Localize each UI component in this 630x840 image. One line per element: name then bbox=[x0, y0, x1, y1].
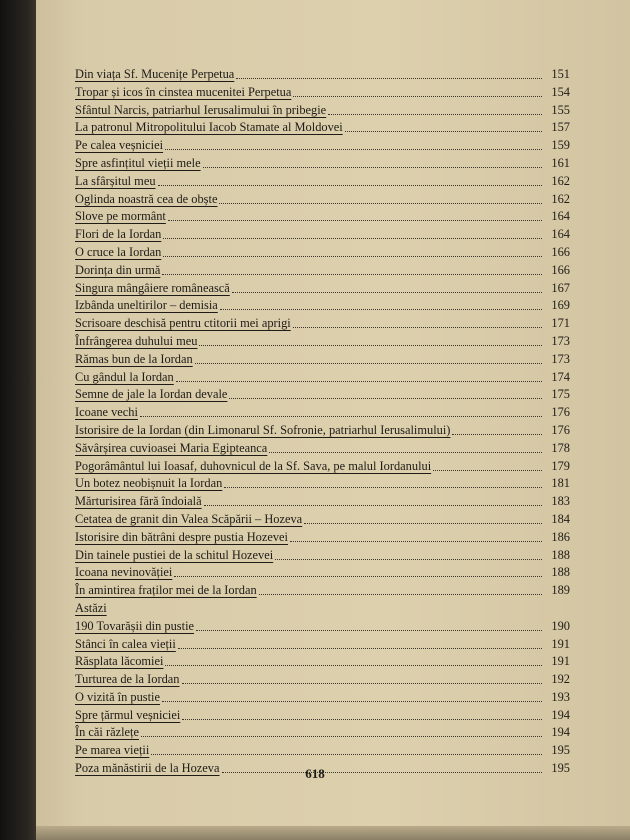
dot-leader bbox=[304, 523, 542, 524]
toc-entry bbox=[75, 208, 570, 226]
toc-entry bbox=[75, 511, 570, 529]
toc-entry bbox=[75, 582, 570, 600]
dot-leader bbox=[182, 719, 542, 720]
toc-entry bbox=[75, 529, 570, 547]
toc-entry bbox=[75, 493, 570, 511]
toc-entry-title: Din viața Sf. Mucenițe Perpetua bbox=[75, 67, 235, 81]
page-number: 618 bbox=[305, 766, 325, 781]
dot-leader bbox=[163, 256, 542, 257]
toc-entry-title: Poza mănăstirii de la Hozeva bbox=[75, 761, 220, 776]
toc-entry-page: 186 bbox=[551, 529, 570, 544]
dot-leader bbox=[140, 416, 542, 417]
table-of-contents bbox=[75, 66, 570, 778]
dot-leader bbox=[224, 487, 542, 488]
dot-leader bbox=[162, 274, 542, 275]
dot-leader bbox=[163, 238, 542, 239]
toc-entry-page: 173 bbox=[551, 333, 570, 348]
toc-entry bbox=[75, 618, 570, 636]
toc-entry-title: În căi răzlețe bbox=[75, 725, 139, 740]
dot-leader bbox=[219, 203, 542, 204]
dot-leader bbox=[452, 434, 542, 435]
toc-entry bbox=[75, 440, 570, 458]
toc-entry-page: 155 bbox=[551, 102, 570, 117]
toc-entry-page: 151 bbox=[551, 67, 570, 81]
dot-leader bbox=[196, 630, 542, 631]
toc-entry bbox=[75, 475, 570, 493]
dot-leader bbox=[236, 78, 542, 79]
dot-leader bbox=[220, 309, 542, 310]
toc-entry bbox=[75, 155, 570, 173]
toc-entry-title: Oglinda noastră cea de obște bbox=[75, 191, 218, 206]
dot-leader bbox=[151, 754, 542, 755]
toc-entry bbox=[75, 102, 570, 120]
toc-entry-page: 171 bbox=[551, 316, 570, 331]
toc-entry-page: 191 bbox=[551, 636, 570, 651]
dot-leader bbox=[162, 701, 542, 702]
dot-leader bbox=[203, 167, 542, 168]
toc-entry-page: 167 bbox=[551, 280, 570, 295]
toc-entry-title: Scrisoare deschisă pentru ctitorii mei aprigi bbox=[75, 316, 291, 331]
toc-entry bbox=[75, 671, 570, 689]
toc-entry bbox=[75, 636, 570, 654]
dot-leader bbox=[168, 220, 542, 221]
toc-entry-title: Cu gândul la Iordan bbox=[75, 369, 174, 384]
toc-entry-page: 194 bbox=[551, 725, 570, 740]
toc-entry-title: Răsplata lăcomiei bbox=[75, 654, 164, 669]
toc-entry-title: Istorisire din bătrâni despre pustia Hozevei bbox=[75, 529, 288, 544]
toc-entry-title: Rămas bun de la Iordan bbox=[75, 351, 193, 366]
toc-entry-page: 164 bbox=[551, 209, 570, 224]
toc-entry bbox=[75, 422, 570, 440]
toc-entry-title: Înfrângerea duhului meu bbox=[75, 333, 198, 348]
toc-entry-page: 157 bbox=[551, 120, 570, 135]
dot-leader bbox=[176, 381, 542, 382]
toc-entry-title: O vizită în pustie bbox=[75, 689, 160, 704]
toc-entry-title: Turturea de la Iordan bbox=[75, 672, 180, 687]
toc-entry-page: 176 bbox=[551, 405, 570, 420]
toc-entry bbox=[75, 84, 570, 102]
dot-leader bbox=[195, 363, 542, 364]
toc-entry-page: 154 bbox=[551, 84, 570, 99]
toc-entry bbox=[75, 547, 570, 565]
toc-entry-page: 175 bbox=[551, 387, 570, 402]
toc-entry-page: 183 bbox=[551, 494, 570, 509]
toc-entry-title: Istorisire de la Iordan (din Limonarul Sf. Sofronie, patriarhul Ierusalimului) bbox=[75, 422, 451, 437]
toc-entry-page: 191 bbox=[551, 654, 570, 669]
dot-leader bbox=[328, 114, 542, 115]
toc-entry-page: 179 bbox=[551, 458, 570, 473]
toc-entry-page: 190 bbox=[551, 618, 570, 633]
toc-entry-page: 162 bbox=[551, 173, 570, 188]
toc-entry bbox=[75, 297, 570, 315]
toc-entry bbox=[75, 315, 570, 333]
toc-entry-page: 164 bbox=[551, 227, 570, 242]
toc-entry bbox=[75, 742, 570, 760]
toc-entry bbox=[75, 600, 570, 618]
toc-entry-title: Cetatea de granit din Valea Scăpării – Hozeva bbox=[75, 511, 303, 526]
dot-leader bbox=[141, 736, 542, 737]
dot-leader bbox=[433, 470, 542, 471]
toc-entry bbox=[75, 724, 570, 742]
toc-entry bbox=[75, 653, 570, 671]
toc-entry bbox=[75, 191, 570, 209]
toc-entry-page: 195 bbox=[551, 761, 570, 776]
toc-entry bbox=[75, 351, 570, 369]
toc-entry bbox=[75, 173, 570, 191]
toc-entry bbox=[75, 404, 570, 422]
dot-leader bbox=[178, 648, 542, 649]
toc-entry bbox=[75, 458, 570, 476]
toc-entry-title: În amintirea fraților mei de la Iordan bbox=[75, 583, 257, 598]
toc-entry bbox=[75, 333, 570, 351]
toc-entry-title: Icoane vechi bbox=[75, 405, 138, 420]
toc-entry-title: Mărturisirea fără îndoială bbox=[75, 494, 202, 509]
toc-entry-title: La sfârșitul meu bbox=[75, 173, 156, 188]
toc-entry-page: 166 bbox=[551, 262, 570, 277]
toc-entry bbox=[75, 689, 570, 707]
toc-entry-title: O cruce la Iordan bbox=[75, 244, 162, 259]
dot-leader bbox=[275, 559, 542, 560]
book-gutter-shadow bbox=[0, 0, 36, 840]
toc-entry-title: Din tainele pustiei de la schitul Hozevei bbox=[75, 547, 274, 562]
toc-entry-page: 169 bbox=[551, 298, 570, 313]
dot-leader bbox=[199, 345, 542, 346]
toc-entry bbox=[75, 244, 570, 262]
toc-entry-title: Semne de jale la Iordan devale bbox=[75, 387, 228, 402]
toc-entry-title: La patronul Mitropolitului Iacob Stamate al Moldovei bbox=[75, 120, 343, 135]
toc-entry-page: 181 bbox=[551, 476, 570, 491]
toc-entry-page: 159 bbox=[551, 138, 570, 153]
toc-entry-title: Săvârșirea cuvioasei Maria Egipteanca bbox=[75, 440, 268, 455]
toc-entry-title: Pe calea veșniciei bbox=[75, 138, 164, 153]
toc-entry bbox=[75, 262, 570, 280]
toc-entry-page: 188 bbox=[551, 565, 570, 580]
toc-entry-title: Pe marea vieții bbox=[75, 743, 150, 758]
toc-entry-title: Astăzi bbox=[75, 600, 107, 615]
toc-entry bbox=[75, 119, 570, 137]
toc-entry-title: Icoana nevinovăției bbox=[75, 565, 173, 580]
toc-entry-title: 190 Tovarășii din pustie bbox=[75, 618, 195, 633]
toc-entry bbox=[75, 386, 570, 404]
dot-leader bbox=[293, 327, 542, 328]
dot-leader bbox=[158, 185, 542, 186]
dot-leader bbox=[229, 398, 542, 399]
toc-entry bbox=[75, 226, 570, 244]
toc-entry bbox=[75, 707, 570, 725]
toc-entry-page: 173 bbox=[551, 351, 570, 366]
toc-entry-title: Spre țărmul veșniciei bbox=[75, 707, 181, 722]
toc-entry bbox=[75, 369, 570, 387]
dot-leader bbox=[174, 576, 542, 577]
toc-entry-page: 166 bbox=[551, 244, 570, 259]
toc-entry-title: Pogorâmântul lui Ioasaf, duhovnicul de la Sf. Sava, pe malul Iordanului bbox=[75, 458, 432, 473]
toc-entry-title: Flori de la Iordan bbox=[75, 227, 162, 242]
toc-entry-page: 189 bbox=[551, 583, 570, 598]
toc-entry-page: 176 bbox=[551, 422, 570, 437]
toc-entry-title: Singura mângâiere românească bbox=[75, 280, 230, 295]
dot-leader bbox=[269, 452, 542, 453]
toc-entry-page: 178 bbox=[551, 440, 570, 455]
toc-entry-page: 174 bbox=[551, 369, 570, 384]
toc-entry-page: 184 bbox=[551, 511, 570, 526]
toc-entry bbox=[75, 66, 570, 84]
toc-entry bbox=[75, 280, 570, 298]
toc-entry-title: Tropar și icos în cinstea mucenitei Perpetua bbox=[75, 84, 292, 99]
toc-entry-title: Stânci în calea vieții bbox=[75, 636, 176, 651]
dot-leader bbox=[165, 665, 542, 666]
toc-entry bbox=[75, 137, 570, 155]
toc-entry-page: 188 bbox=[551, 547, 570, 562]
toc-entry-title: Izbânda uneltirilor – demisia bbox=[75, 298, 218, 313]
toc-entry-title: Un botez neobișnuit la Iordan bbox=[75, 476, 223, 491]
dot-leader bbox=[182, 683, 542, 684]
dot-leader bbox=[232, 292, 542, 293]
dot-leader bbox=[204, 505, 542, 506]
toc-entry-page: 193 bbox=[551, 689, 570, 704]
dot-leader bbox=[293, 96, 542, 97]
dot-leader bbox=[165, 149, 542, 150]
toc-entry-page: 192 bbox=[551, 672, 570, 687]
dot-leader bbox=[290, 541, 542, 542]
toc-entry-page: 194 bbox=[551, 707, 570, 722]
toc-entry bbox=[75, 564, 570, 582]
toc-entry-title: Sfântul Narcis, patriarhul Ierusalimului în pribegie bbox=[75, 102, 327, 117]
toc-entry-page: 162 bbox=[551, 191, 570, 206]
toc-entry-page: 161 bbox=[551, 155, 570, 170]
page-bottom-edge bbox=[36, 826, 630, 840]
dot-leader bbox=[259, 594, 542, 595]
toc-entry-title: Dorința din urmă bbox=[75, 262, 161, 277]
dot-leader bbox=[345, 131, 542, 132]
toc-entry-title: Slove pe mormânt bbox=[75, 209, 166, 224]
toc-entry-page: 195 bbox=[551, 743, 570, 758]
toc-entry-title: Spre asfințitul vieții mele bbox=[75, 155, 201, 170]
